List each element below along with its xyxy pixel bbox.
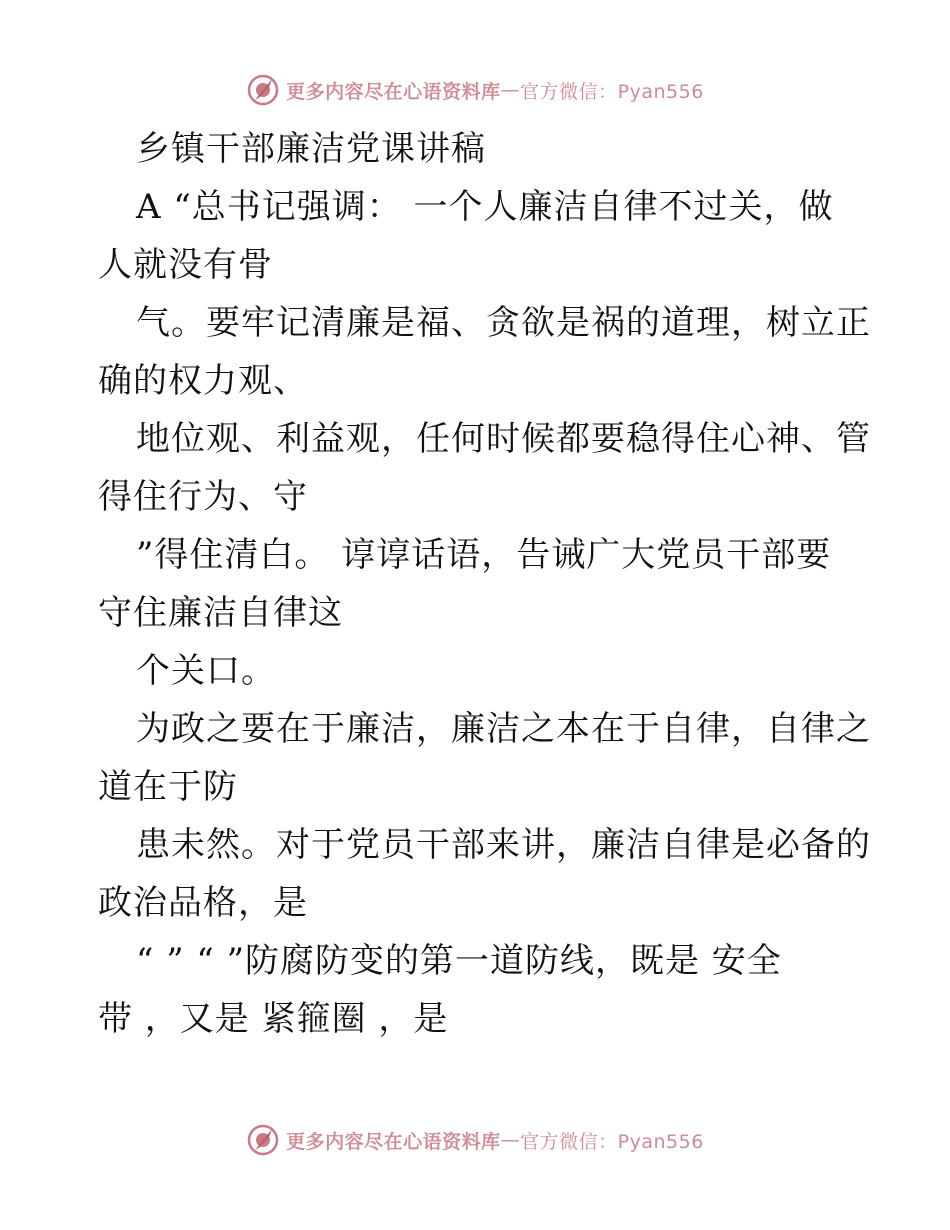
paragraph-line: 气。要牢记清廉是福、贪欲是祸的道理，树立正 xyxy=(136,303,871,343)
watermark-contact: 官方微信：Pyan556 xyxy=(520,80,704,103)
watermark-contact: 官方微信：Pyan556 xyxy=(520,1130,704,1153)
document-body xyxy=(98,120,871,1048)
paragraph-line: 确的权力观、 xyxy=(98,361,308,401)
paragraph-line: A “总书记强调： 一个人廉洁自律不过关，做 xyxy=(136,187,834,227)
paragraph-line: 道在于防 xyxy=(98,767,238,807)
paragraph-line: 得住行为、守 xyxy=(98,477,308,517)
paragraph-line: 患未然。对于党员干部来讲，廉洁自律是必备的 xyxy=(136,825,871,865)
paragraph-line: “ ” “ ”防腐防变的第一道防线，既是 安全 xyxy=(136,941,782,981)
footer-watermark xyxy=(0,1122,950,1158)
paragraph-line: 政治品格，是 xyxy=(98,883,308,923)
paragraph-line: 为政之要在于廉洁，廉洁之本在于自律，自律之 xyxy=(136,709,871,749)
header-watermark xyxy=(0,72,950,108)
paragraph-line: 个关口。 xyxy=(136,651,276,691)
paragraph-line: 地位观、利益观，任何时候都要稳得住心神、管 xyxy=(136,419,871,459)
paragraph-line: 带 ，又是 紧箍圈 ，是 xyxy=(98,999,449,1039)
paragraph-line: 守住廉洁自律这 xyxy=(98,593,343,633)
watermark-text: 更多内容尽在心语资料库 xyxy=(286,1130,501,1153)
paragraph-line: ”得住清白。 谆谆话语，告诫广大党员干部要 xyxy=(136,535,832,575)
watermark-text: 更多内容尽在心语资料库 xyxy=(286,80,501,103)
quill-logo-icon xyxy=(246,73,280,107)
watermark-separator: — xyxy=(500,79,521,101)
watermark-separator: — xyxy=(500,1129,521,1151)
document-title: 乡镇干部廉洁党课讲稿 xyxy=(136,129,486,169)
quill-logo-icon xyxy=(246,1123,280,1157)
paragraph-line: 人就没有骨 xyxy=(98,245,273,285)
